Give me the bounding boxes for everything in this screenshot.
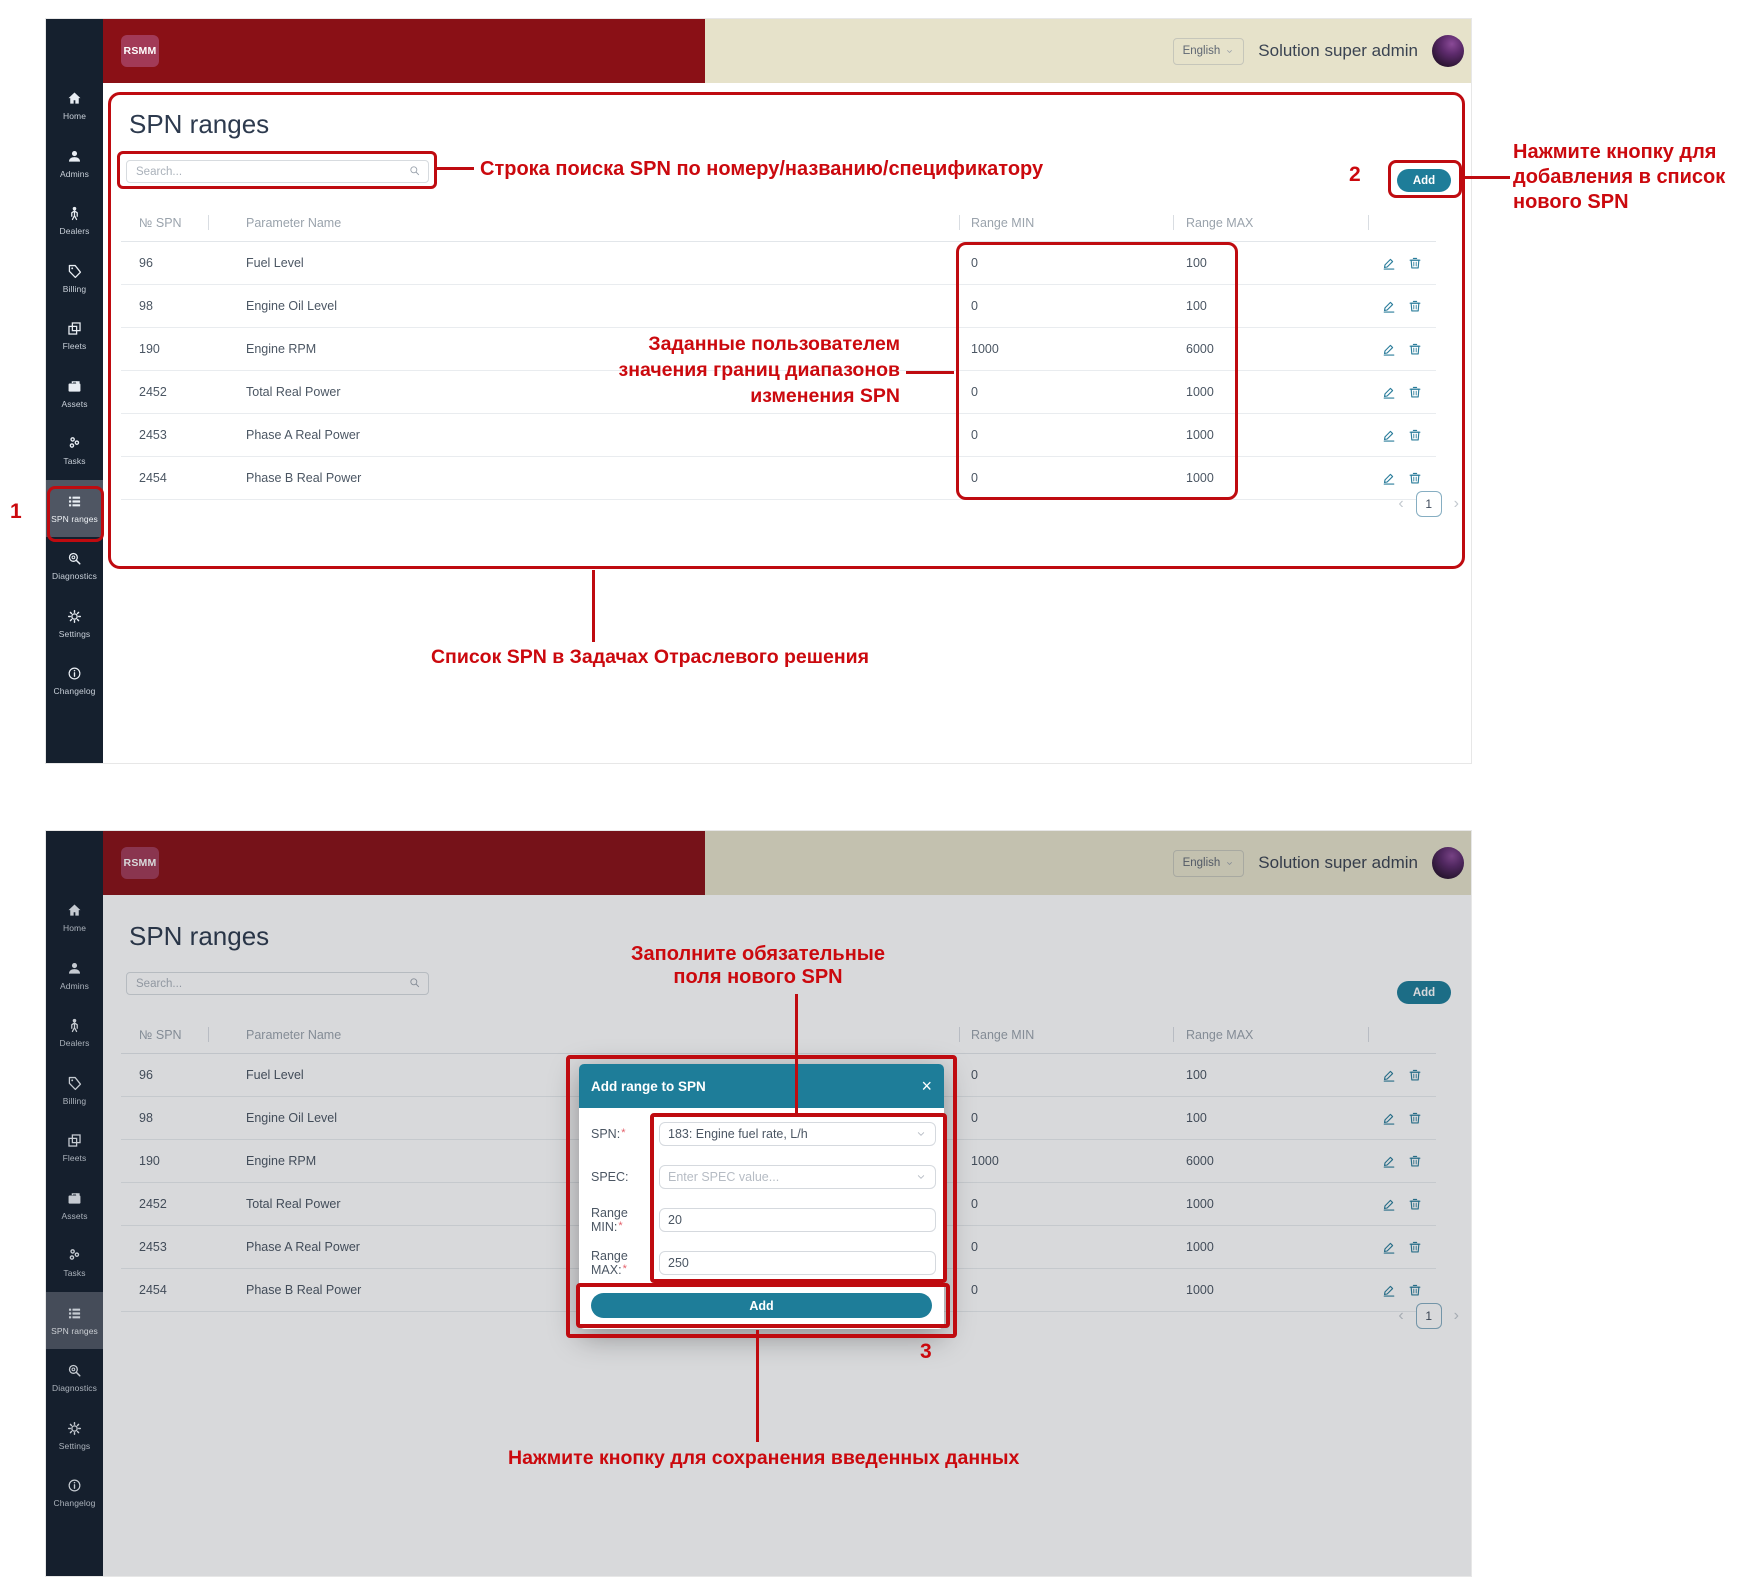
cell-range-max: 100 (1186, 299, 1207, 313)
cell-parameter-name: Phase B Real Power (246, 1283, 362, 1297)
assets-icon (66, 378, 83, 395)
sidebar-item-billing[interactable]: Billing (46, 1062, 103, 1120)
cell-parameter-name: Total Real Power (246, 1197, 341, 1211)
cell-parameter-name: Total Real Power (246, 385, 341, 399)
field-label: Range MAX:* (591, 1249, 628, 1277)
tasks-icon (66, 435, 83, 452)
cell-range-min: 1000 (971, 342, 999, 356)
cell-range-min: 0 (971, 1240, 978, 1254)
cell-parameter-name: Phase B Real Power (246, 471, 362, 485)
cell-parameter-name: Fuel Level (246, 1068, 304, 1082)
cell-parameter-name: Engine RPM (246, 342, 317, 356)
field-label: SPN:* (591, 1127, 626, 1141)
page-title: SPN ranges (129, 109, 270, 139)
sidebar-item-settings[interactable]: Settings (46, 1407, 103, 1465)
sidebar-item-tasks[interactable]: Tasks (46, 422, 103, 480)
topbar-brand-area (103, 19, 705, 83)
cell-spn: 96 (139, 1068, 153, 1082)
sidebar-item-settings[interactable]: Settings (46, 595, 103, 653)
annotation-box-sidebar-spn-ranges (47, 486, 104, 542)
sidebar-item-assets[interactable]: Assets (46, 365, 103, 423)
cell-spn: 98 (139, 1111, 153, 1125)
billing-icon (66, 263, 83, 280)
cell-range-max: 1000 (1186, 385, 1214, 399)
cell-range-min: 1000 (971, 1154, 999, 1168)
sidebar-item-spn-ranges[interactable]: SPN ranges (46, 480, 103, 538)
spec-select[interactable]: Enter SPEC value... (659, 1165, 936, 1189)
pagination-page-1[interactable]: 1 (1416, 491, 1442, 517)
avatar[interactable] (1432, 35, 1464, 67)
sidebar-item-changelog[interactable]: Changelog (46, 652, 103, 710)
cell-parameter-name: Phase A Real Power (246, 428, 360, 442)
home-icon (66, 90, 83, 107)
sidebar-item-home[interactable]: Home (46, 889, 103, 947)
cell-spn: 2452 (139, 1197, 167, 1211)
annotation-search-note: Строка поиска SPN по номеру/названию/спецификатору (480, 158, 1044, 180)
sidebar-item-dealers[interactable]: Dealers (46, 1004, 103, 1062)
annotation-ranges-note: Заданные пользователем значения границ диапазонов изменения SPN (618, 333, 900, 407)
sidebar (46, 19, 103, 763)
annotation-list-note: Список SPN в Задачах Отраслевого решения (430, 646, 870, 668)
sidebar-item-fleets[interactable]: Fleets (46, 1119, 103, 1177)
col-header-parameter-name: Parameter Name (208, 1016, 959, 1053)
col-header-range-max: Range MAX (1173, 1016, 1368, 1053)
sidebar-item-diagnostics[interactable]: Diagnostics (46, 537, 103, 595)
close-icon[interactable]: × (921, 1076, 932, 1096)
modal-title: Add range to SPN (591, 1078, 706, 1094)
annotation-box-range-values (956, 242, 1238, 500)
cell-range-min: 0 (971, 428, 978, 442)
admins-icon (66, 148, 83, 165)
topbar (103, 19, 1471, 83)
language-selector[interactable] (1173, 38, 1245, 65)
topbar-user-area (705, 19, 1471, 83)
sidebar-nav (46, 77, 103, 714)
col-header-range-min: Range MIN (959, 204, 1173, 241)
cell-range-min: 0 (971, 1068, 978, 1082)
annotation-box-search (117, 151, 437, 189)
annotation-line-ranges (906, 371, 954, 374)
cell-range-min: 0 (971, 1283, 978, 1297)
cell-range-min: 0 (971, 1197, 978, 1211)
cell-range-max: 100 (1186, 1111, 1207, 1125)
sidebar-item-tasks[interactable]: Tasks (46, 1234, 103, 1292)
cell-range-min: 0 (971, 471, 978, 485)
cell-spn: 190 (139, 342, 160, 356)
col-header-parameter-name: Parameter Name (208, 204, 959, 241)
col-header-range-max: Range MAX (1173, 204, 1368, 241)
modal-add-button[interactable]: Add (591, 1293, 932, 1318)
sidebar-item-spn-ranges[interactable]: SPN ranges (46, 1292, 103, 1350)
cell-range-max: 6000 (1186, 342, 1214, 356)
brand-logo[interactable]: RSMM (121, 35, 159, 67)
diagnostics-icon (66, 550, 83, 567)
sidebar-item-admins[interactable]: Admins (46, 947, 103, 1005)
annotation-step-3: 3 (920, 1340, 932, 1363)
changelog-icon (66, 665, 83, 682)
annotation-add-note: Нажмите кнопку для добавления в список нового SPN (1513, 141, 1726, 213)
cell-spn: 2454 (139, 471, 167, 485)
cell-range-max: 6000 (1186, 1154, 1214, 1168)
pagination-next[interactable]: › (1453, 1307, 1459, 1324)
cell-spn: 96 (139, 256, 153, 270)
field-label: Range MIN:* (591, 1206, 628, 1234)
cell-parameter-name: Phase A Real Power (246, 1240, 360, 1254)
pagination-next[interactable]: › (1453, 495, 1459, 512)
cell-range-max: 1000 (1186, 471, 1214, 485)
annotation-save-note: Нажмите кнопку для сохранения введенных данных (508, 1447, 1020, 1469)
sidebar-item-billing[interactable]: Billing (46, 250, 103, 308)
dealers-icon (66, 205, 83, 222)
sidebar-item-assets[interactable]: Assets (46, 1177, 103, 1235)
annotation-box-add-button (1388, 160, 1462, 198)
cell-range-min: 0 (971, 299, 978, 313)
cell-spn: 2452 (139, 385, 167, 399)
cell-parameter-name: Engine Oil Level (246, 299, 338, 313)
cell-range-min: 0 (971, 1111, 978, 1125)
cell-spn: 98 (139, 299, 153, 313)
cell-range-min: 0 (971, 385, 978, 399)
cell-range-max: 1000 (1186, 1197, 1214, 1211)
cell-spn: 2453 (139, 428, 167, 442)
cell-range-max: 100 (1186, 1068, 1207, 1082)
annotation-line-list (592, 570, 595, 642)
pagination-prev[interactable]: ‹ (1398, 495, 1404, 512)
col-header-range-min: Range MIN (959, 1016, 1173, 1053)
col-header-spn: № SPN (139, 215, 182, 230)
pagination-page-1[interactable]: 1 (1416, 1303, 1442, 1329)
sidebar-item-diagnostics[interactable]: Diagnostics (46, 1349, 103, 1407)
chevron-down-icon (1225, 47, 1234, 56)
cell-range-max: 1000 (1186, 428, 1214, 442)
user-name: Solution super admin (1258, 853, 1418, 872)
annotation-line-search (437, 167, 474, 170)
language-label: English (1182, 857, 1221, 869)
cell-parameter-name: Engine RPM (246, 1154, 317, 1168)
annotation-line-add (1464, 176, 1510, 179)
add-button[interactable]: Add (1397, 169, 1451, 192)
annotation-box-modal-add (576, 1283, 950, 1328)
field-label: SPEC: (591, 1170, 629, 1184)
brand-logo[interactable]: RSMM (121, 847, 159, 879)
annotation-step-2: 2 (1349, 163, 1361, 186)
cell-spn: 2454 (139, 1283, 167, 1297)
cell-range-max: 1000 (1186, 1240, 1214, 1254)
cell-parameter-name: Fuel Level (246, 256, 304, 270)
sidebar-item-dealers[interactable]: Dealers (46, 192, 103, 250)
settings-icon (66, 608, 83, 625)
user-name: Solution super admin (1258, 41, 1418, 60)
fleets-icon (66, 320, 83, 337)
cell-range-min: 0 (971, 256, 978, 270)
sidebar-item-admins[interactable]: Admins (46, 135, 103, 193)
cell-spn: 190 (139, 1154, 160, 1168)
cell-range-max: 1000 (1186, 1283, 1214, 1297)
cell-range-max: 100 (1186, 256, 1207, 270)
sidebar-item-fleets[interactable]: Fleets (46, 307, 103, 365)
col-header-spn: № SPN (139, 1027, 182, 1042)
page-title: SPN ranges (129, 921, 270, 951)
annotation-step-1: 1 (10, 500, 22, 523)
annotation-fill-note: Заполните обязательные поля нового SPN (631, 943, 885, 988)
add-button[interactable]: Add (1397, 981, 1451, 1004)
annotation-box-modal-fields (650, 1113, 947, 1283)
cell-parameter-name: Engine Oil Level (246, 1111, 338, 1125)
annotation-line-save (756, 1330, 759, 1442)
cell-spn: 2453 (139, 1240, 167, 1254)
language-label: English (1182, 45, 1221, 57)
spn-select[interactable]: 183: Engine fuel rate, L/h (659, 1122, 936, 1146)
pagination-prev[interactable]: ‹ (1398, 1307, 1404, 1324)
sidebar-item-changelog[interactable]: Changelog (46, 1464, 103, 1522)
sidebar-item-home[interactable]: Home (46, 77, 103, 135)
